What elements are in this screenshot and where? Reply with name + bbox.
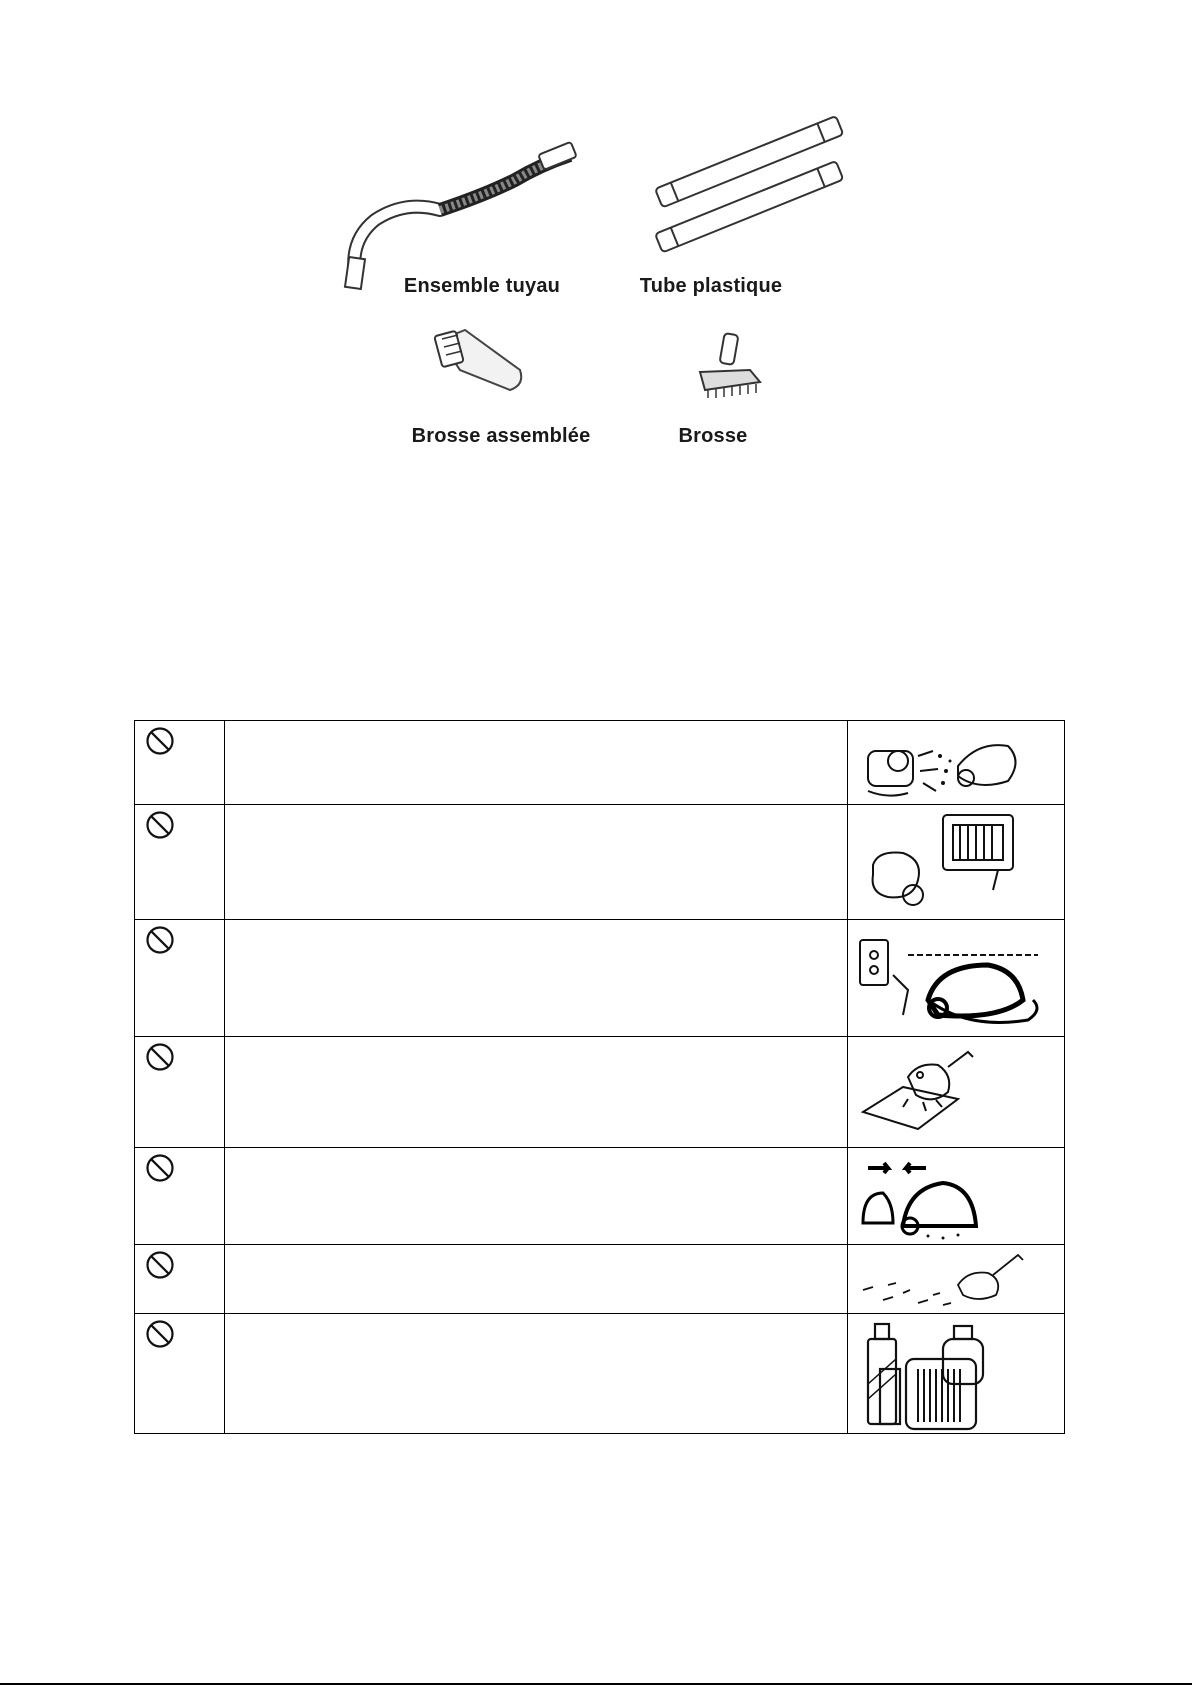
plastic-tube-icon — [645, 118, 850, 248]
vacuum-dropping-icon — [848, 721, 1064, 803]
vacuuming-sharp-debris-icon — [848, 1245, 1064, 1312]
prohibition-icon — [145, 1319, 175, 1349]
vacuum-near-heater-icon — [848, 805, 1064, 918]
crevice-brush-label: Brosse assemblée — [411, 425, 591, 447]
brush-icon — [690, 332, 770, 407]
warning-text — [225, 1148, 848, 1245]
crevice-brush-icon — [430, 325, 530, 405]
warning-text — [225, 721, 848, 805]
prohibition-icon — [145, 810, 175, 840]
hose-assembly-label: Ensemble tuyau — [403, 275, 561, 297]
warning-row — [135, 1148, 1065, 1245]
warning-text — [225, 920, 848, 1037]
warning-row — [135, 1314, 1065, 1434]
warning-row — [135, 805, 1065, 920]
prohibition-icon — [145, 925, 175, 955]
pulling-cord-from-socket-icon — [848, 920, 1064, 1035]
safety-warnings-table — [134, 720, 1065, 1434]
brush-label: Brosse — [678, 425, 748, 447]
warning-text — [225, 805, 848, 920]
warning-text — [225, 1245, 848, 1314]
prohibition-icon — [145, 1153, 175, 1183]
warning-row — [135, 920, 1065, 1037]
warning-text — [225, 1037, 848, 1148]
prohibition-icon — [145, 726, 175, 756]
warning-row — [135, 721, 1065, 805]
warning-text — [225, 1314, 848, 1434]
flammable-liquids-icon — [848, 1314, 1064, 1432]
hose-assembly-icon — [345, 140, 595, 290]
running-without-filter-icon — [848, 1148, 1064, 1243]
warning-row — [135, 1037, 1065, 1148]
plastic-tube-label: Tube plastique — [639, 275, 783, 297]
vacuuming-wet-surface-icon — [848, 1037, 1064, 1146]
prohibition-icon — [145, 1042, 175, 1072]
warning-row — [135, 1245, 1065, 1314]
prohibition-icon — [145, 1250, 175, 1280]
